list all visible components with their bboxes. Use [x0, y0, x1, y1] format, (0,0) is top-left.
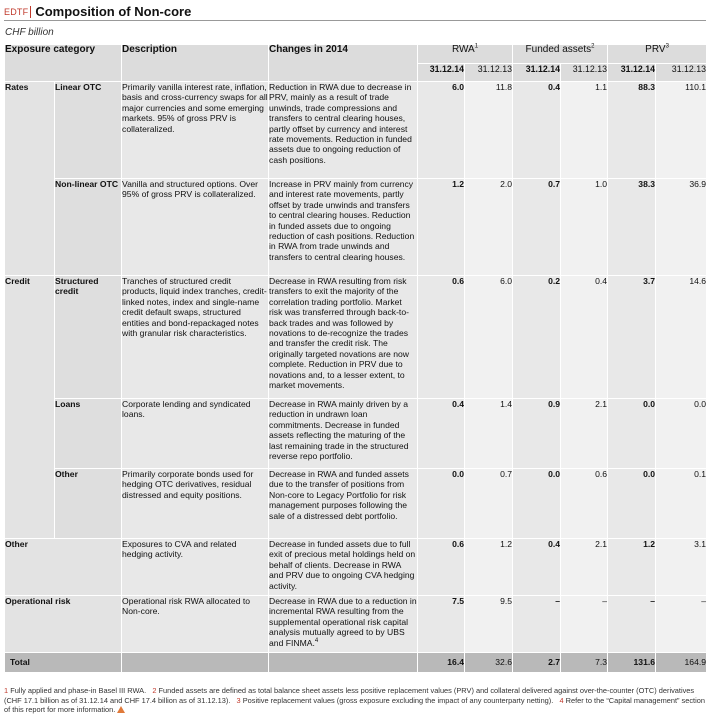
date-header-current: 31.12.14: [608, 64, 656, 82]
footnote-text: Refer to the “Capital management” section of this report for more information.: [4, 695, 705, 715]
description-cell: Primarily vanilla interest rate, inflation, basis and cross-currency swaps for all major currencies and some emerging markets. 95% of gross PRV is collateralized.: [122, 82, 269, 179]
changes-cell: Increase in PRV mainly from currency and interest rate movements, partly offset by trade unwinds and transfers to central clearing houses. Reduction in funded assets due to ongoing reduction of cash positions. Reduction in RWA from trade unwinds and transfers to central clearing houses.: [269, 179, 418, 276]
prv-2014-cell: 0.0: [608, 469, 656, 539]
group-label-credit: Credit: [5, 276, 55, 539]
total-funded-2013: 7.3: [561, 653, 608, 673]
prv-2013-cell: 0.1: [656, 469, 707, 539]
changes-cell: Decrease in RWA and funded assets due to the transfer of positions from Non-core to Legacy Portfolio for risk management purposes following the sale of a distressed debt portfolio.: [269, 469, 418, 539]
funded-2014-cell: 0.9: [513, 399, 561, 469]
group-label-other: Other: [5, 539, 122, 596]
total-row: [5, 653, 707, 673]
header-row: [5, 45, 707, 64]
funded-2014-cell: 0.2: [513, 276, 561, 399]
prv-2014-cell: 3.7: [608, 276, 656, 399]
rwa-2014-cell: 0.0: [418, 469, 465, 539]
col-header-rwa: RWA$^1$: [418, 45, 513, 64]
funded-2014-cell: 0.0: [513, 469, 561, 539]
total-prv-2014: 131.6: [608, 653, 656, 673]
funded-2013-cell: 1.0: [561, 179, 608, 276]
funded-2013-cell: 2.1: [561, 539, 608, 596]
section-header: [4, 3, 191, 20]
footnote-number: 3: [236, 695, 241, 705]
description-cell: Vanilla and structured options. Over 95% of gross PRV is collateralized.: [122, 179, 269, 276]
prv-2013-cell: –: [656, 596, 707, 653]
total-rwa-2014: 16.4: [418, 653, 465, 673]
title-rule: [4, 20, 706, 21]
prv-2014-cell: –: [608, 596, 656, 653]
table-row: [5, 596, 707, 653]
description-cell: Tranches of structured credit products, liquid index tranches, credit-linked notes, index and single-name credit default swaps, structured entities and bond-repackaged notes with granular risk characteristics.: [122, 276, 269, 399]
funded-2013-cell: 0.4: [561, 276, 608, 399]
rwa-2014-cell: 7.5: [418, 596, 465, 653]
subcategory-label: Linear OTC: [55, 82, 122, 179]
subcategory-label: Loans: [55, 399, 122, 469]
rwa-2013-cell: 9.5: [465, 596, 513, 653]
rwa-2013-cell: 1.2: [465, 539, 513, 596]
col-header-prv: PRV$^3$: [608, 45, 707, 64]
rwa-2013-cell: 11.8: [465, 82, 513, 179]
footnote-ref: 4: [314, 637, 319, 644]
funded-2013-cell: 2.1: [561, 399, 608, 469]
total-prv-2013: 164.9: [656, 653, 707, 673]
footnote-text: Positive replacement values (gross exposure excluding the impact of any counterparty netting).: [242, 695, 554, 705]
table-row: [5, 539, 707, 596]
funded-2014-cell: 0.4: [513, 82, 561, 179]
title-divider: [30, 6, 31, 18]
funded-2013-cell: 0.6: [561, 469, 608, 539]
col-header-category: Exposure category: [5, 45, 122, 82]
col-header-changes: Changes in 2014: [269, 45, 418, 82]
subcategory-label: Other: [55, 469, 122, 539]
changes-cell: Decrease in funded assets due to full exit of precious metal holdings held on behalf of clients. Decrease in RWA and PRV due to ongoing CVA hedging activity.: [269, 539, 418, 596]
table-row: [5, 399, 707, 469]
prv-2013-cell: 3.1: [656, 539, 707, 596]
changes-cell: Decrease in RWA due to a reduction in incremental RWA resulting from the supplemental operational risk capital analysis mutually agreed to by UBS and FINMA.$^4$: [269, 596, 418, 653]
table-row: [5, 469, 707, 539]
changes-cell: Decrease in RWA resulting from risk transfers to exit the majority of the correlation trading portfolio. Market risk was transferred through back-to-back trades and was followed by novations to de-recognize the trades and transfer the credit risk. The originally targeted novations are now complete. Reduction in PRV due to novations and, to a lesser extent, to market movements.: [269, 276, 418, 399]
date-header-prior: 31.12.13: [561, 64, 608, 82]
footnote-number: 2: [152, 686, 157, 695]
table-row: [5, 179, 707, 276]
description-cell: Corporate lending and syndicated loans.: [122, 399, 269, 469]
date-header-prior: 31.12.13: [656, 64, 707, 82]
date-header-prior: 31.12.13: [465, 64, 513, 82]
rwa-2013-cell: 1.4: [465, 399, 513, 469]
footnotes: [4, 686, 706, 715]
rwa-2014-cell: 1.2: [418, 179, 465, 276]
changes-cell: Reduction in RWA due to decrease in PRV, mainly as a result of trade unwinds, trade compressions and transfers to central clearing houses, partly offset by currency and interest rate movements. Reduction in funded assets due to ongoing reduction of cash positions.: [269, 82, 418, 179]
col-header-description: Description: [122, 45, 269, 82]
subcategory-label: Structured credit: [55, 276, 122, 399]
group-label-operational-risk: Operational risk: [5, 596, 122, 653]
total-label: Total: [5, 653, 122, 673]
date-header-current: 31.12.14: [418, 64, 465, 82]
prv-2014-cell: 0.0: [608, 399, 656, 469]
total-rwa-2013: 32.6: [465, 653, 513, 673]
description-cell: Operational risk RWA allocated to Non-core.: [122, 596, 269, 653]
footnote-text: Fully applied and phase-in Basel III RWA.: [10, 686, 147, 695]
edtf-tag: EDTF: [4, 6, 29, 17]
prv-2013-cell: 14.6: [656, 276, 707, 399]
rwa-2014-cell: 0.4: [418, 399, 465, 469]
funded-2014-cell: 0.4: [513, 539, 561, 596]
footnote-text: Funded assets are defined as total balance sheet assets less positive replacement values (PRV) and collateral delivered against over-the-counter (OTC) derivatives (CHF 17.1 billion as of 31.12.14 and CHF 17.4 billion as of 31.12.13).: [4, 686, 695, 705]
footnote-number: 1: [4, 686, 9, 695]
group-label-rates: Rates: [5, 82, 55, 276]
rwa-2013-cell: 0.7: [465, 469, 513, 539]
total-spacer: [122, 653, 269, 673]
noncore-table: [4, 44, 707, 673]
footnote-number: 4: [559, 695, 564, 705]
rwa-2014-cell: 6.0: [418, 82, 465, 179]
prv-2013-cell: 36.9: [656, 179, 707, 276]
prv-2013-cell: 0.0: [656, 399, 707, 469]
total-funded-2014: 2.7: [513, 653, 561, 673]
col-header-funded-assets: Funded assets$^2$: [513, 45, 608, 64]
table-row: [5, 276, 707, 399]
funded-2013-cell: –: [561, 596, 608, 653]
rwa-2013-cell: 6.0: [465, 276, 513, 399]
total-spacer: [269, 653, 418, 673]
prv-2014-cell: 38.3: [608, 179, 656, 276]
date-header-current: 31.12.14: [513, 64, 561, 82]
prv-2014-cell: 88.3: [608, 82, 656, 179]
unit-label: CHF billion: [5, 27, 54, 38]
rwa-2014-cell: 0.6: [418, 276, 465, 399]
prv-2013-cell: 110.1: [656, 82, 707, 179]
prv-2014-cell: 1.2: [608, 539, 656, 596]
funded-2014-cell: –: [513, 596, 561, 653]
funded-2013-cell: 1.1: [561, 82, 608, 179]
table-row: [5, 82, 707, 179]
funded-2014-cell: 0.7: [513, 179, 561, 276]
rwa-2014-cell: 0.6: [418, 539, 465, 596]
changes-cell: Decrease in RWA mainly driven by a reduction in undrawn loan commitments. Decrease in funded assets reflecting the maturing of the last remaining trade in the structured reverse repo portfolio.: [269, 399, 418, 469]
subcategory-label: Non-linear OTC: [55, 179, 122, 276]
page-title: Composition of Non-core: [35, 4, 192, 19]
description-cell: Primarily corporate bonds used for hedging OTC derivatives, residual distressed and equity positions.: [122, 469, 269, 539]
orange-triangle-icon[interactable]: [117, 706, 125, 713]
rwa-2013-cell: 2.0: [465, 179, 513, 276]
description-cell: Exposures to CVA and related hedging activity.: [122, 539, 269, 596]
